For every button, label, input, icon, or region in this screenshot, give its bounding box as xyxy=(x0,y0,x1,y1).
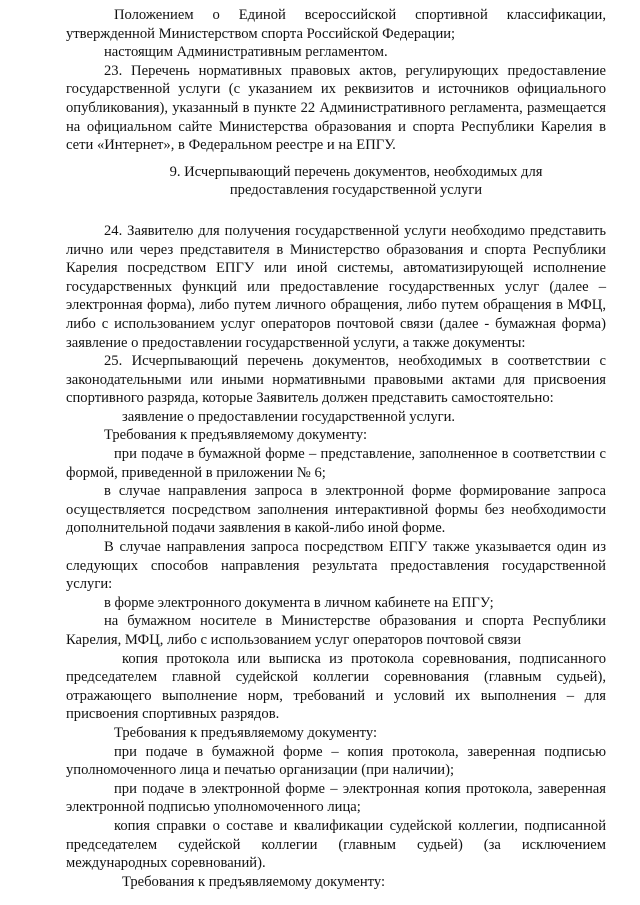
paragraph: В случае направления запроса посредством ЕПГУ также указывается один из следующих способов направления результата предоставления государственной услуги: xyxy=(66,539,606,593)
paragraph: при подаче в бумажной форме – копия протокола, заверенная подписью уполномоченного лица и печатью организации (при наличии); xyxy=(66,743,606,779)
paragraph: 24. Заявителю для получения государственной услуги необходимо представить лично или через представителя в Министерство образования и спорта Республики Карелия посредством ЕПГУ или иной системы, автоматизирующей исполнение государственных функций или предоставление государственных услуг (далее – электронная форма), либо путем личного обращения, либо путем обращения в МФЦ, либо с использованием услуг операторов почтовой связи (далее - бумажная форма) заявление о предоставлении государственной услуги, а также документы: xyxy=(66,222,606,351)
paragraph: в форме электронного документа в личном кабинете на ЕПГУ; xyxy=(104,594,494,611)
paragraph: копия протокола или выписка из протокола соревнования, подписанного председателем главной судейской коллегии соревнования (главным судьей), отражающего выполнение норм, требований и условий их выполнения – для присвоения спортивных разрядов. xyxy=(66,650,606,723)
paragraph: в случае направления запроса в электронной форме формирование запроса осуществляется посредством заполнения интерактивной формы без необходимости дополнительной подачи заявления в какой-либо иной форме. xyxy=(66,483,606,537)
section-heading-line: предоставления государственной услуги xyxy=(229,182,483,199)
paragraph: настоящим Административным регламентом. xyxy=(104,44,388,61)
paragraph: Требования к предъявляемому документу: xyxy=(122,873,386,890)
paragraph: 23. Перечень нормативных правовых актов, регулирующих предоставление государственной услуги (с указанием их реквизитов и источников официального опубликования), указанный в пункте 22 Административного регламента, размещается на официальном сайте Министерства образования и спорта Республики Карелия в сети «Интернет», в Федеральном реестре и на ЕПГУ. xyxy=(66,62,606,154)
paragraph: Требования к предъявляемому документу: xyxy=(104,427,368,444)
paragraph: Требования к предъявляемому документу: xyxy=(114,724,378,741)
paragraph: 25. Исчерпывающий перечень документов, необходимых в соответствии с законодательными или иными нормативными правовыми актами для присвоения спортивного разряда, которые Заявитель должен представить самостоятельно: xyxy=(66,353,606,407)
paragraph: при подаче в электронной форме – электронная копия протокола, заверенная электронной подписью уполномоченного лица; xyxy=(66,780,606,816)
paragraph: Положением о Единой всероссийской спортивной классификации, утвержденной Министерством спорта Российской Федерации; xyxy=(66,7,606,42)
paragraph: заявление о предоставлении государственной услуги. xyxy=(122,408,456,425)
paragraph: на бумажном носителе в Министерстве образования и спорта Республики Карелия, МФЦ, либо с использованием услуг операторов почтовой связи xyxy=(66,613,606,648)
section-heading xyxy=(66,163,606,200)
paragraph: копия справки о составе и квалификации судейской коллегии, подписанной председателем судейской коллегии (главным судьей) (за исключением международных соревнований). xyxy=(66,817,606,872)
document-page xyxy=(66,6,606,891)
paragraph: при подаче в бумажной форме – представление, заполненное в соответствии с формой, приведенной в приложении № 6; xyxy=(66,446,606,481)
section-heading-line: 9. Исчерпывающий перечень документов, необходимых для xyxy=(169,163,543,180)
